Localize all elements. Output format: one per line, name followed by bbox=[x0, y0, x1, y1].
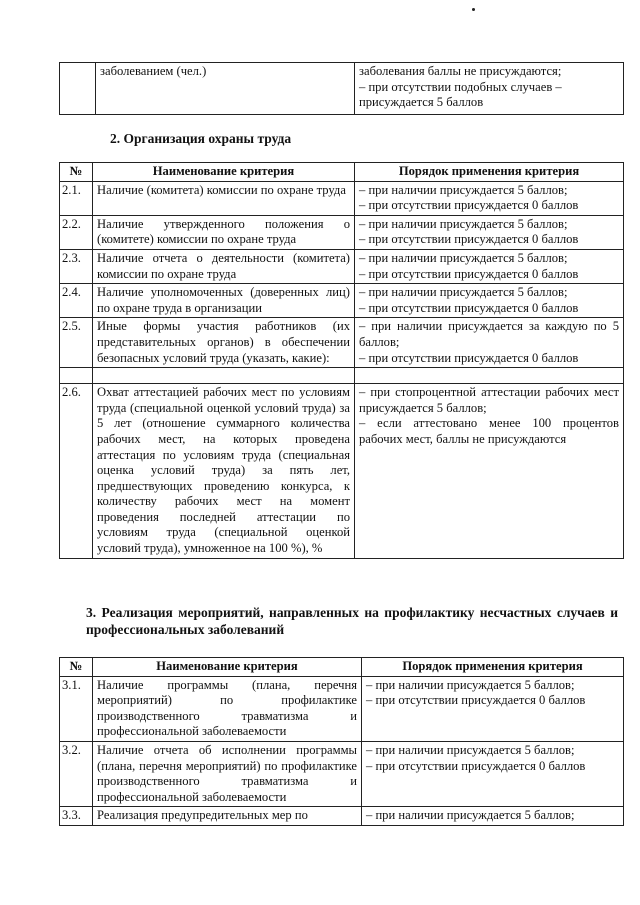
order-line: – если аттестовано менее 100 процентов рабочих мест, баллы не присуждаются bbox=[359, 416, 619, 446]
order-line: – при отсутствии присуждается 0 баллов bbox=[366, 758, 586, 773]
header-name: Наименование критерия bbox=[93, 163, 355, 182]
order-line: – при отсутствии присуждается 0 баллов bbox=[359, 232, 579, 247]
row-order bbox=[362, 741, 624, 806]
order-line: – при наличии присуждается 5 баллов; bbox=[366, 677, 575, 692]
row-name: Иные формы участия работников (их представительных органов) в обеспечении безопасных условий труда (указать, какие): bbox=[93, 318, 355, 368]
section-3-table bbox=[59, 657, 624, 826]
row-order bbox=[355, 284, 624, 318]
table-row bbox=[60, 807, 624, 826]
table-header-row bbox=[60, 658, 624, 677]
cell-name: заболеванием (чел.) bbox=[96, 63, 355, 115]
order-line: – при наличии присуждается за каждую по 5 баллов; bbox=[359, 319, 619, 349]
table-row bbox=[60, 249, 624, 283]
row-name: Наличие утвержденного положения о (комитете) комиссии по охране труда bbox=[93, 215, 355, 249]
row-num: 3.1. bbox=[60, 676, 93, 741]
row-order bbox=[355, 318, 624, 368]
header-name: Наименование критерия bbox=[93, 658, 362, 677]
order-line: – при наличии присуждается 5 баллов; bbox=[359, 285, 568, 300]
section-2-title: 2. Организация охраны труда bbox=[110, 131, 292, 146]
row-num: 3.3. bbox=[60, 807, 93, 826]
table-row bbox=[60, 384, 624, 559]
order-line: – при наличии присуждается 5 баллов; bbox=[359, 182, 568, 197]
header-num: № bbox=[60, 163, 93, 182]
order-line: – при отсутствии присуждается 0 баллов bbox=[359, 350, 579, 365]
row-order bbox=[355, 249, 624, 283]
row-num bbox=[60, 368, 93, 384]
top-continuation-table bbox=[59, 62, 624, 115]
order-line: – при отсутствии присуждается 0 баллов bbox=[366, 693, 586, 708]
table-row bbox=[60, 676, 624, 741]
row-order bbox=[355, 181, 624, 215]
row-name: Наличие (комитета) комиссии по охране труда bbox=[93, 181, 355, 215]
section-2-table bbox=[59, 162, 624, 559]
order-line: присуждается 5 баллов bbox=[359, 95, 484, 110]
header-order: Порядок применения критерия bbox=[355, 163, 624, 182]
row-num: 2.4. bbox=[60, 284, 93, 318]
row-order bbox=[362, 676, 624, 741]
row-order bbox=[355, 215, 624, 249]
row-num: 2.1. bbox=[60, 181, 93, 215]
row-num: 2.6. bbox=[60, 384, 93, 559]
order-line: – при отсутствии подобных случаев – bbox=[359, 79, 562, 94]
row-name bbox=[93, 368, 355, 384]
table-row bbox=[60, 318, 624, 368]
row-num: 2.5. bbox=[60, 318, 93, 368]
row-order bbox=[362, 807, 624, 826]
row-num: 3.2. bbox=[60, 741, 93, 806]
row-name: Наличие программы (плана, перечня мероприятий) по профилактике производственного травматизма и профессиональной заболеваемости bbox=[93, 676, 362, 741]
row-name: Наличие отчета о деятельности (комитета) комиссии по охране труда bbox=[93, 249, 355, 283]
table-row bbox=[60, 63, 624, 115]
table-row bbox=[60, 215, 624, 249]
cell-num bbox=[60, 63, 96, 115]
order-line: – при отсутствии присуждается 0 баллов bbox=[359, 266, 579, 281]
row-name: Наличие отчета об исполнении программы (плана, перечня мероприятий) по профилактике производственного травматизма и профессиональной заболеваемости bbox=[93, 741, 362, 806]
order-line: – при наличии присуждается 5 баллов; bbox=[366, 808, 575, 823]
row-name: Реализация предупредительных мер по bbox=[93, 807, 362, 826]
order-line: – при стопроцентной аттестации рабочих мест присуждается 5 баллов; bbox=[359, 385, 619, 415]
table-row bbox=[60, 181, 624, 215]
order-line: – при отсутствии присуждается 0 баллов bbox=[359, 198, 579, 213]
header-num: № bbox=[60, 658, 93, 677]
row-num: 2.2. bbox=[60, 215, 93, 249]
order-line: – при отсутствии присуждается 0 баллов bbox=[359, 300, 579, 315]
table-row-empty bbox=[60, 368, 624, 384]
stray-mark bbox=[472, 8, 475, 11]
order-line: заболевания баллы не присуждаются; bbox=[359, 64, 562, 78]
order-line: – при наличии присуждается 5 баллов; bbox=[366, 742, 575, 757]
table-header-row bbox=[60, 163, 624, 182]
row-name: Наличие уполномоченных (доверенных лиц) по охране труда в организации bbox=[93, 284, 355, 318]
section-3-title: 3. Реализация мероприятий, направленных на профилактику несчастных случаев и профессиональных заболеваний bbox=[86, 605, 618, 637]
row-order bbox=[355, 368, 624, 384]
table-row bbox=[60, 284, 624, 318]
order-line: – при наличии присуждается 5 баллов; bbox=[359, 250, 568, 265]
order-line: – при наличии присуждается 5 баллов; bbox=[359, 216, 568, 231]
header-order: Порядок применения критерия bbox=[362, 658, 624, 677]
row-name: Охват аттестацией рабочих мест по условиям труда (специальной оценкой условий труда) за 5 лет (отношение суммарного количества рабочих мест, на которых проведена аттестация по условиям труда (специальная оценка условий труда) за пять лет, предшествующих проведению конкурса, к количеству рабочих мест на момент проведения последней аттестации по условиям труда (специальной оценкой условий труда), умноженное на 100 %), % bbox=[93, 384, 355, 559]
row-order bbox=[355, 384, 624, 559]
table-row bbox=[60, 741, 624, 806]
cell-order bbox=[355, 63, 624, 115]
row-num: 2.3. bbox=[60, 249, 93, 283]
